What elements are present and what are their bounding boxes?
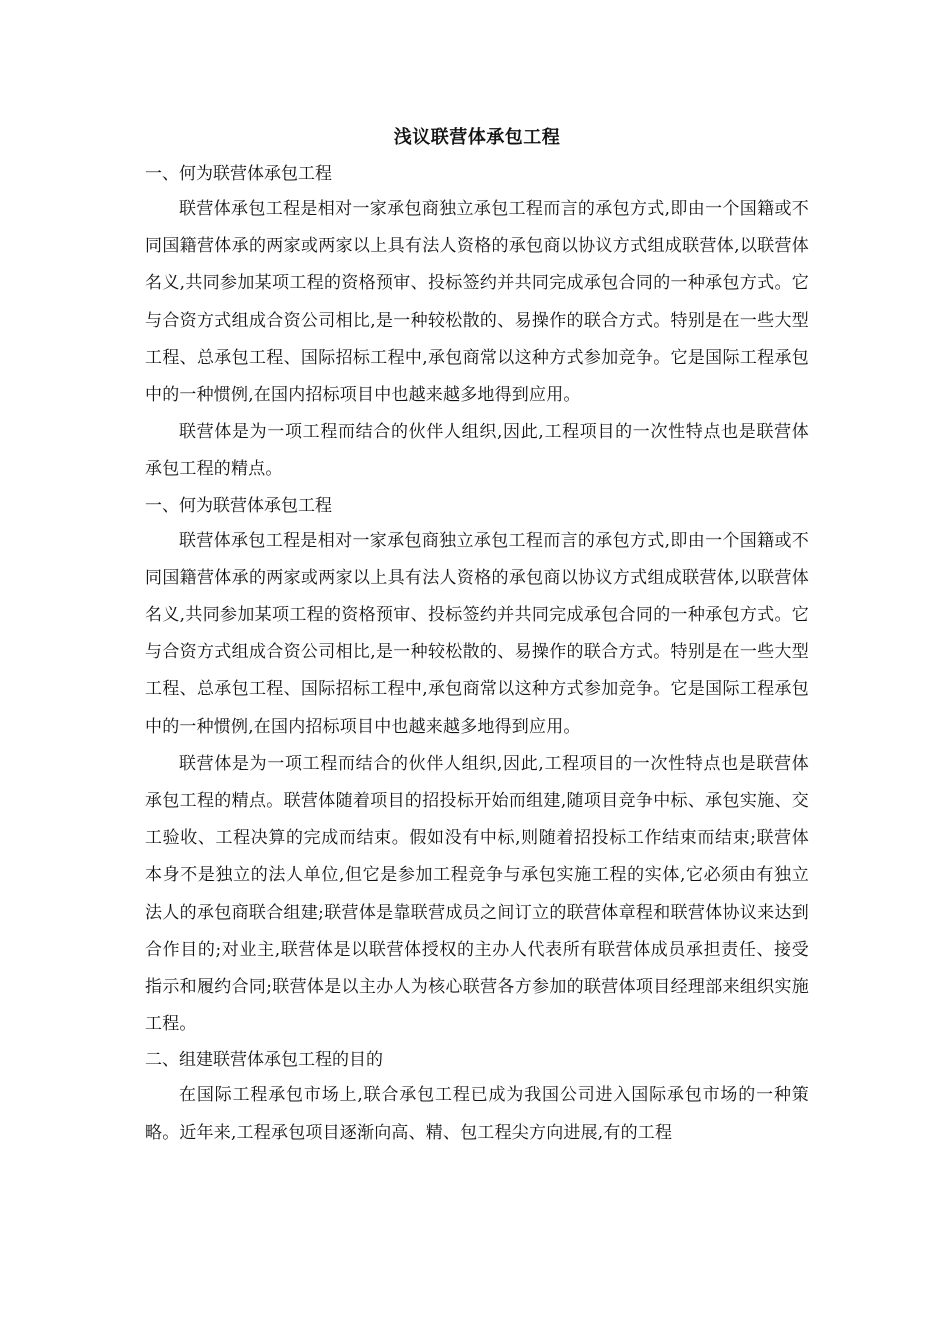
body-paragraph: 联营体承包工程是相对一家承包商独立承包工程而言的承包方式,即由一个国籍或不同国籍营体承的两家或两家以上具有法人资格的承包商以协议方式组成联营体,以联营体名义,共同参加某项工程的资格预审、投标签约并共同完成承包合同的一种承包方式。它与合资方式组成合资公司相比,是一种较松散的、易操作的联合方式。特别是在一些大型工程、总承包工程、国际招标工程中,承包商常以这种方式参加竞争。它是国际工程承包中的一种惯例,在国内招标项目中也越来越多地得到应用。	[145, 530, 809, 737]
body-paragraph: 联营体是为一项工程而结合的伙伴人组织,因此,工程项目的一次性特点也是联营体承包工程的精点。联营体随着项目的招投标开始而组建,随项目竞争中标、承包实施、交工验收、工程决算的完成而结束。假如没有中标,则随着招投标工作结束而结束;联营体本身不是独立的法人单位,但它是参加工程竞争与承包实施工程的实体,它必须由有独立法人的承包商联合组建;联营体是靠联营成员之间订立的联营体章程和联营体协议来达到合作目的;对业主,联营体是以联营体授权的主办人代表所有联营体成员承担责任、接受指示和履约合同;联营体是以主办人为核心联营各方参加的联营体项目经理部来组织实施工程。	[145, 753, 809, 1035]
body-paragraph: 联营体是为一项工程而结合的伙伴人组织,因此,工程项目的一次性特点也是联营体承包工程的精点。	[145, 422, 809, 480]
body-paragraph: 在国际工程承包市场上,联合承包工程已成为我国公司进入国际承包市场的一种策略。近年来,工程承包项目逐渐向高、精、包工程尖方向进展,有的工程	[145, 1085, 809, 1143]
body-paragraph: 联营体承包工程是相对一家承包商独立承包工程而言的承包方式,即由一个国籍或不同国籍营体承的两家或两家以上具有法人资格的承包商以协议方式组成联营体,以联营体名义,共同参加某项工程的资格预审、投标签约并共同完成承包合同的一种承包方式。它与合资方式组成合资公司相比,是一种较松散的、易操作的联合方式。特别是在一些大型工程、总承包工程、国际招标工程中,承包商常以这种方式参加竞争。它是国际工程承包中的一种惯例,在国内招标项目中也越来越多地得到应用。	[145, 199, 809, 406]
section-heading: 一、何为联营体承包工程	[145, 164, 332, 184]
document-title: 浅议联营体承包工程	[393, 127, 561, 148]
section-heading: 二、组建联营体承包工程的目的	[145, 1050, 383, 1071]
section-heading: 一、何为联营体承包工程	[145, 495, 332, 516]
document-body	[145, 123, 809, 1152]
